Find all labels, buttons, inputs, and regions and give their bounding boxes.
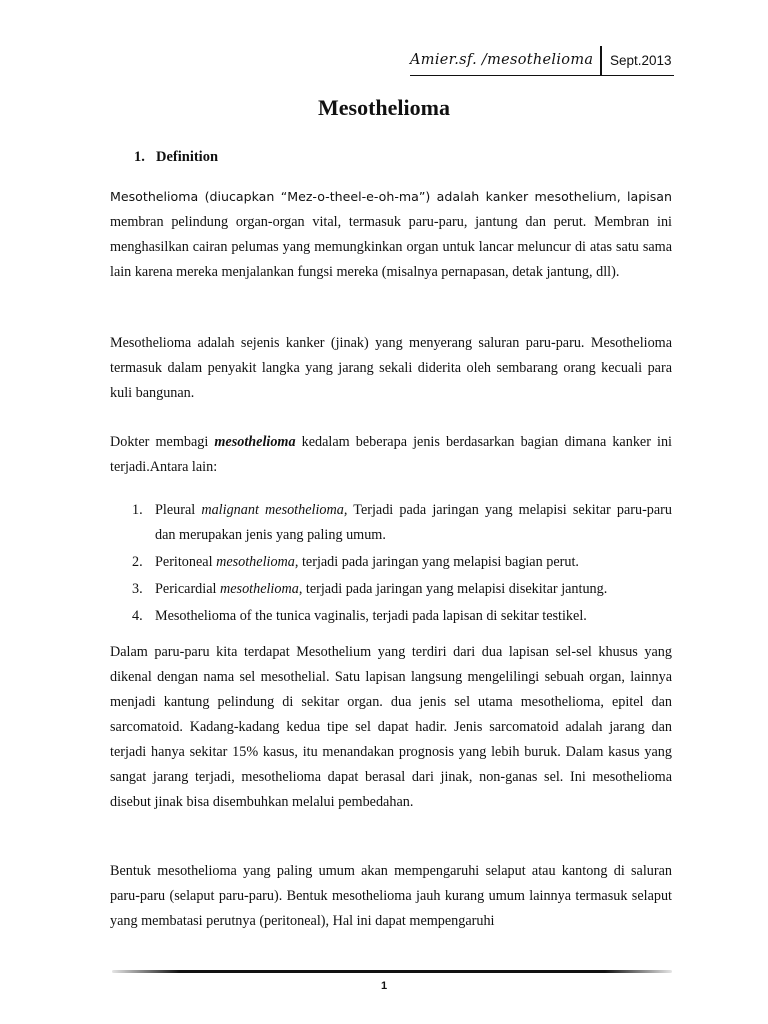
paragraph-types-intro: [110, 430, 672, 480]
section-number: 1.: [134, 149, 145, 165]
header-divider: [600, 46, 602, 76]
header-date: Sept.2013: [610, 53, 672, 68]
footer-rule: [112, 970, 672, 973]
header-rule: [410, 75, 674, 76]
types-intro-emphasis: mesothelioma: [214, 434, 296, 450]
list-item: 2. Peritoneal mesothelioma, terjadi pada jaringan yang melapisi bagian perut.: [132, 554, 579, 570]
header-author: Amier.sf. /mesothelioma: [410, 52, 594, 68]
types-list: [110, 498, 672, 631]
section-title: Definition: [156, 149, 219, 165]
list-item: 1. Pleural malignant mesothelioma, Terjadi pada jaringan yang melapisi sekitar paru-paru dan merupakan jenis yang paling umum.: [132, 502, 672, 543]
types-intro-before: Dokter membagi: [110, 434, 215, 450]
paragraph-definition-lead: Mesothelioma (diucapkan “Mez-o-theel-e-oh-ma”) adalah kanker mesothelium, lapisan: [110, 189, 672, 204]
paragraph-definition-body: membran pelindung organ-organ vital, termasuk paru-paru, jantung dan perut. Membran ini menghasilkan cairan pelumas yang memungkinkan organ untuk lancar meluncur di atas satu sama lain karena mereka menjalankan fungsi mereka (misalnya pernapasan, detak jantung, dll).: [110, 214, 672, 280]
list-item: 3. Pericardial mesothelioma, terjadi pada jaringan yang melapisi disekitar jantung.: [132, 581, 608, 597]
types-intro-after: kedalam beberapa jenis berdasarkan bagian dimana kanker ini terjadi.Antara lain:: [110, 434, 672, 475]
page-header: [400, 46, 676, 76]
paragraph-definition: [110, 184, 672, 285]
list-item: 4. Mesothelioma of the tunica vaginalis, terjadi pada lapisan di sekitar testikel.: [132, 608, 587, 624]
section-heading: [134, 149, 218, 166]
paragraph-mesothelium: Dalam paru-paru kita terdapat Mesothelium yang terdiri dari dua lapisan sel-sel khusus yang dikenal dengan nama sel mesothelial. Satu lapisan langsung mengelilingi sebuah organ, lainnya menjadi kantung pelindung di sekitar organ. dua jenis sel utama mesothelioma, epitel dan sarcomatoid. Kadang-kadang kedua tipe sel dapat hadir. Jenis sarcomatoid adalah jarang dan terjadi hanya sekitar 15% kasus, itu menandakan prognosis yang lebih buruk. Dalam kasus yang sangat jarang terjadi, mesothelioma dapat berasal dari jinak, non-ganas sel. Ini mesothelioma disebut jinak bisa disembuhkan melalui pembedahan.: [110, 644, 672, 810]
paragraph-forms: Bentuk mesothelioma yang paling umum akan mempengaruhi selaput atau kantong di saluran paru-paru (selaput paru-paru). Bentuk mesothelioma jauh kurang umum lainnya termasuk selaput yang membatasi perutnya (peritoneal), Hal ini dapat mempengaruhi: [110, 863, 672, 929]
page-number: 1: [380, 980, 388, 992]
paragraph-overview: Mesothelioma adalah sejenis kanker (jinak) yang menyerang saluran paru-paru. Mesothelioma termasuk dalam penyakit langka yang jarang sekali diderita oleh sembarang orang kecuali para kuli bangunan.: [110, 335, 672, 401]
document-title: Mesothelioma: [318, 95, 450, 120]
